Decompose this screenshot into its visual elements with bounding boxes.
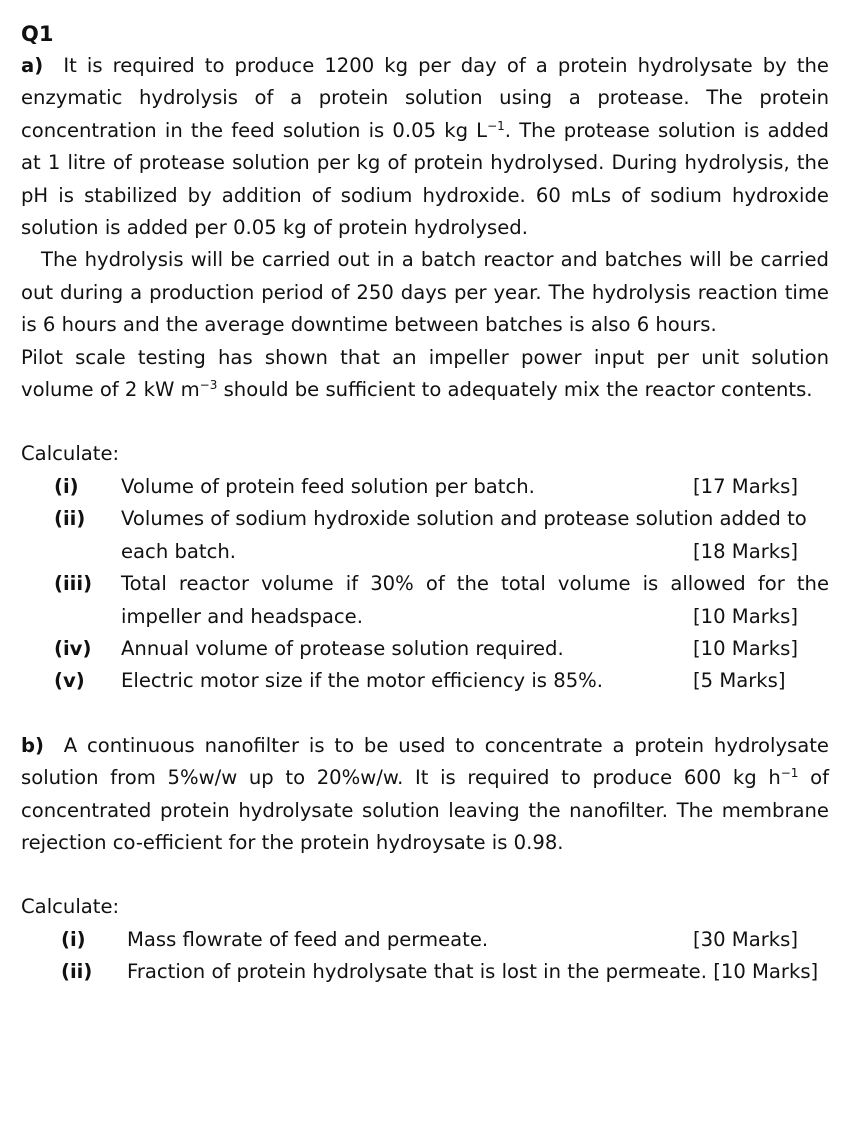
question-page — [21, 18, 829, 989]
part-b-item — [21, 956, 829, 988]
part-a-text-3-start: Pilot scale testing has shown that an impeller power input per unit solution volume of 2 kW m — [21, 345, 829, 402]
item-text-line2: each batch. — [121, 539, 237, 563]
part-a-exponent-1: −1 — [487, 118, 505, 133]
part-a-paragraph-1 — [21, 50, 829, 244]
part-b-item-list — [21, 924, 829, 989]
item-marks: [10 Marks] — [693, 604, 798, 628]
part-b-text-start: A continuous nanofilter is to be used to concentrate a protein hydrolysate solution from 5%w/w up to 20%w/w. It is required to produce 600 kg h — [21, 733, 829, 790]
part-a-text-1-cont: . The protease solution is added at 1 litre of protease solution per kg of protein hydrolysed. During hydrolysis, the pH is stabilized by addition of sodium hydroxide. 60 mLs of sodium hydroxide solution is added per 0.05 kg of protein hydrolysed. — [21, 118, 829, 240]
item-number: (iv) — [54, 636, 92, 660]
part-a-item-continued — [21, 536, 829, 568]
item-marks: [5 Marks] — [693, 669, 786, 693]
question-number: Q1 — [21, 22, 54, 46]
item-marks: [10 Marks] — [713, 960, 819, 984]
item-number: (ii) — [61, 960, 93, 984]
item-text-main: Fraction of protein hydrolysate that is lost in the permeate. — [127, 960, 707, 984]
item-text: Annual volume of protease solution required. — [121, 636, 564, 660]
part-b-label: b) — [21, 733, 44, 757]
part-a-label: a) — [21, 54, 44, 77]
item-marks: [30 Marks] — [693, 927, 798, 951]
part-a-text-1: It is required to produce 1200 kg per day of a protein hydrolysate by the enzymatic hydrolysis of a protein solution using a protease. The protein concentration in the feed solution is 0.05 kg L — [21, 54, 829, 142]
part-a-paragraph-2: The hydrolysis will be carried out in a batch reactor and batches will be carried out during a production period of 250 days per year. The hydrolysis reaction time is 6 hours and the average downtime between batches is also 6 hours. — [21, 248, 829, 337]
item-number: (i) — [54, 474, 79, 498]
item-text: Volumes of sodium hydroxide solution and protease solution added to — [121, 507, 807, 531]
part-a-item — [21, 633, 829, 665]
item-text-line2: impeller and headspace. — [121, 604, 363, 628]
part-a-item — [21, 471, 829, 503]
part-b-calculate-label: Calculate: — [21, 895, 120, 919]
part-a-item-continued — [21, 601, 829, 633]
item-marks: [18 Marks] — [693, 539, 798, 563]
part-a-item — [21, 568, 829, 600]
part-a-item-list — [21, 471, 829, 698]
item-number: (i) — [61, 927, 86, 951]
item-text: Electric motor size if the motor efficiency is 85%. — [121, 669, 604, 693]
part-b-exponent: −1 — [780, 766, 799, 781]
part-b-text-end: of concentrated protein hydrolysate solution leaving the nanofilter. The membrane rejection co-efficient for the protein hydroysate is 0.98. — [21, 766, 829, 854]
part-a-text-3-end: should be sufficient to adequately mix the reactor contents. — [217, 378, 813, 402]
item-marks: [10 Marks] — [693, 636, 798, 660]
part-b-item — [21, 924, 829, 956]
item-number: (ii) — [54, 507, 86, 531]
item-number: (iii) — [54, 572, 93, 596]
part-a-paragraph-3 — [21, 342, 829, 407]
part-a-exponent-3: −3 — [199, 378, 218, 393]
item-text — [127, 956, 829, 988]
item-text: Volume of protein feed solution per batch. — [121, 474, 535, 498]
part-a-item — [21, 665, 829, 697]
part-b-paragraph — [21, 730, 829, 860]
part-a-calculate-label: Calculate: — [21, 442, 120, 466]
item-number: (v) — [54, 669, 85, 693]
part-a-item — [21, 503, 829, 535]
item-text: Mass flowrate of feed and permeate. — [127, 927, 489, 951]
item-marks: [17 Marks] — [693, 474, 798, 498]
item-text: Total reactor volume if 30% of the total volume is allowed for the — [121, 572, 829, 596]
